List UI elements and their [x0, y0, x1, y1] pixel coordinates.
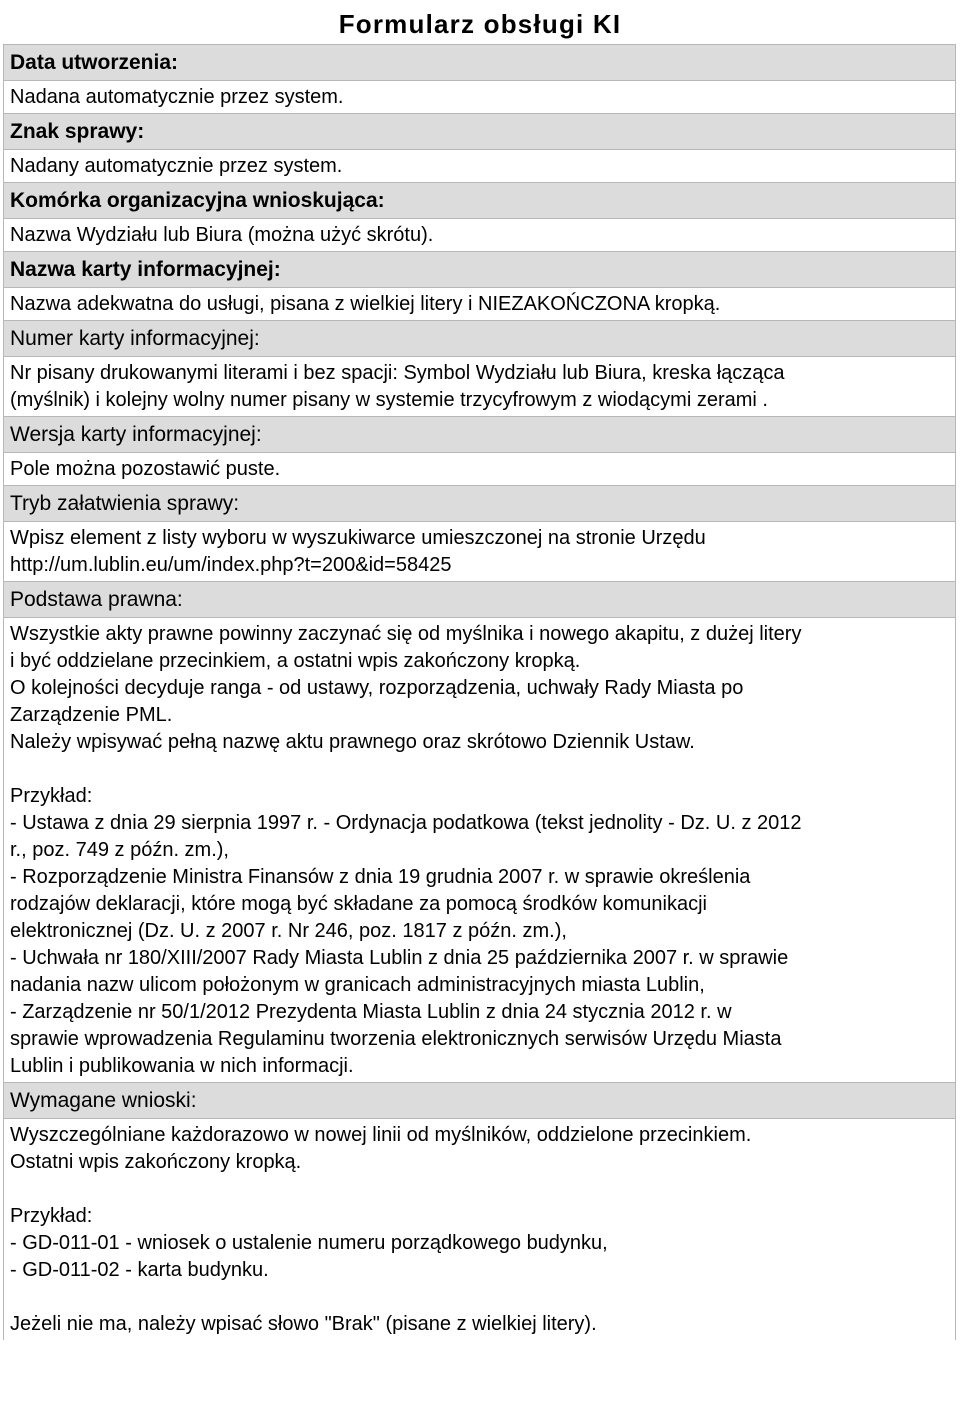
field-value-line: - Uchwała nr 180/XIII/2007 Rady Miasta Lublin z dnia 25 października 2007 r. w sprawie: [10, 947, 789, 969]
field-label: Podstawa prawna:: [4, 581, 955, 618]
field-value: [4, 288, 955, 320]
field-value-line: Nadana automatycznie przez system.: [10, 86, 344, 108]
field-label: Tryb załatwienia sprawy:: [4, 485, 955, 522]
field-value-line: (myślnik) i kolejny wolny numer pisany w systemie trzycyfrowym z wiodącymi zerami .: [10, 389, 768, 411]
section-wersja-karty: [4, 416, 955, 485]
field-value: [4, 81, 955, 113]
field-value-line: Wyszczególniane każdorazowo w nowej linii od myślników, oddzielone przecinkiem.: [10, 1124, 752, 1146]
field-value-line: - GD-011-02 - karta budynku.: [10, 1259, 269, 1281]
field-value-line: Należy wpisywać pełną nazwę aktu prawnego oraz skrótowo Dziennik Ustaw.: [10, 731, 695, 753]
field-value-blank-line: [10, 756, 950, 783]
section-data-utworzenia: [4, 44, 955, 113]
field-value-line: - Zarządzenie nr 50/1/2012 Prezydenta Miasta Lublin z dnia 24 stycznia 2012 r. w: [10, 1001, 732, 1023]
field-value-line: - Rozporządzenie Ministra Finansów z dnia 19 grudnia 2007 r. w sprawie określenia: [10, 866, 751, 888]
field-label: Wersja karty informacyjnej:: [4, 416, 955, 453]
field-label: Znak sprawy:: [4, 113, 955, 150]
section-komorka-organizacyjna: [4, 182, 955, 251]
field-value-line: sprawie wprowadzenia Regulaminu tworzenia elektronicznych serwisów Urzędu Miasta: [10, 1028, 782, 1050]
field-value-example-heading: Przykład:: [10, 1205, 93, 1227]
field-value-line: - GD-011-01 - wniosek o ustalenie numeru porządkowego budynku,: [10, 1232, 608, 1254]
field-value: [4, 219, 955, 251]
section-numer-karty: [4, 320, 955, 416]
field-value-blank-line: [10, 1284, 950, 1311]
section-nazwa-karty: [4, 251, 955, 320]
field-value-example-heading: Przykład:: [10, 785, 93, 807]
field-value-line: rodzajów deklaracji, które mogą być składane za pomocą środków komunikacji: [10, 893, 707, 915]
field-value: [4, 618, 955, 1082]
field-value-line: Pole można pozostawić puste.: [10, 458, 281, 480]
field-value-line: Nadany automatycznie przez system.: [10, 155, 343, 177]
field-label: Nazwa karty informacyjnej:: [4, 251, 955, 288]
field-value-blank-line: [10, 1176, 950, 1203]
section-znak-sprawy: [4, 113, 955, 182]
field-value-line: - Ustawa z dnia 29 sierpnia 1997 r. - Ordynacja podatkowa (tekst jednolity - Dz. U. z 2012: [10, 812, 802, 834]
field-value: [4, 522, 955, 581]
field-label: Data utworzenia:: [4, 44, 955, 81]
field-value-line: Nazwa Wydziału lub Biura (można użyć skrótu).: [10, 224, 434, 246]
form-table: [3, 44, 956, 1340]
section-wymagane-wnioski: [4, 1082, 955, 1340]
field-value: [4, 357, 955, 416]
page-title: Formularz obsługi KI: [338, 9, 622, 39]
field-value-line: Nr pisany drukowanymi literami i bez spacji: Symbol Wydziału lub Biura, kreska łącząca: [10, 362, 785, 384]
field-label: Komórka organizacyjna wnioskująca:: [4, 182, 955, 219]
field-value-line: Zarządzenie PML.: [10, 704, 173, 726]
field-value-url: http://um.lublin.eu/um/index.php?t=200&id=58425: [10, 554, 452, 576]
field-value-line: elektronicznej (Dz. U. z 2007 r. Nr 246, poz. 1817 z późn. zm.),: [10, 920, 567, 942]
field-value-line: Ostatni wpis zakończony kropką.: [10, 1151, 302, 1173]
field-value-line: O kolejności decyduje ranga - od ustawy, rozporządzenia, uchwały Rady Miasta po: [10, 677, 744, 699]
field-value-line: Wpisz element z listy wyboru w wyszukiwarce umieszczonej na stronie Urzędu: [10, 527, 706, 549]
section-tryb-zalatwienia: [4, 485, 955, 581]
field-value-line: nadania nazw ulicom położonym w granicach administracyjnych miasta Lublin,: [10, 974, 705, 996]
field-value-line: Jeżeli nie ma, należy wpisać słowo "Brak" (pisane z wielkiej litery).: [10, 1313, 597, 1335]
field-value-line: Lublin i publikowania w nich informacji.: [10, 1055, 354, 1077]
field-value: [4, 453, 955, 485]
field-label: Wymagane wnioski:: [4, 1082, 955, 1119]
field-value-line: Nazwa adekwatna do usługi, pisana z wielkiej litery i NIEZAKOŃCZONA kropką.: [10, 293, 721, 315]
field-value: [4, 1119, 955, 1340]
section-podstawa-prawna: [4, 581, 955, 1082]
field-value-line: i być oddzielane przecinkiem, a ostatni wpis zakończony kropką.: [10, 650, 581, 672]
field-value-line: Wszystkie akty prawne powinny zaczynać się od myślnika i nowego akapitu, z dużej litery: [10, 623, 802, 645]
field-value-line: r., poz. 749 z późn. zm.),: [10, 839, 229, 861]
field-value: [4, 150, 955, 182]
field-label: Numer karty informacyjnej:: [4, 320, 955, 357]
